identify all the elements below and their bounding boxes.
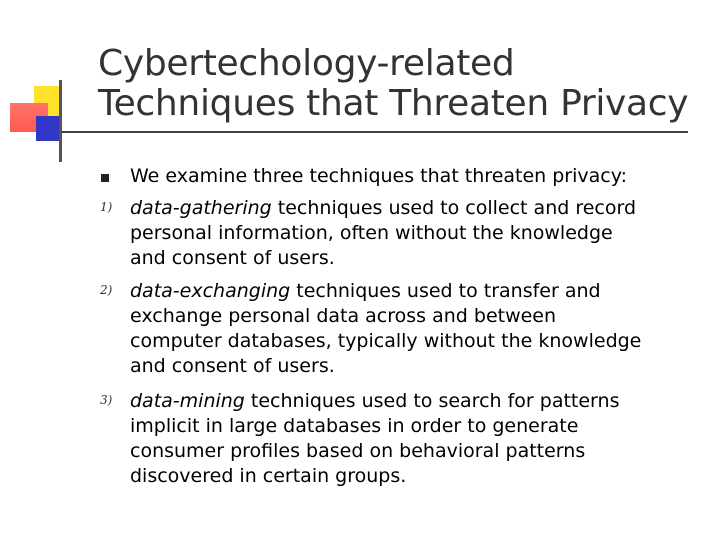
item-text [130,389,710,489]
bullet-square-icon [101,174,109,182]
item-line: consumer profiles based on behavioral patterns [130,440,586,462]
item-line: computer databases, typically without the knowledge [130,330,642,352]
item-line: and consent of users. [130,247,335,269]
title-line-1: Cybertechology-related [98,43,515,84]
item-lead: data-gathering [130,197,272,219]
title-divider [61,131,688,133]
slide-title [98,44,708,124]
title-line-2: Techniques that Threaten Privacy [98,83,689,124]
item-line: techniques used to transfer and [290,280,601,302]
item-text [130,196,710,271]
item-line: techniques used to collect and record [271,197,637,219]
item-line: and consent of users. [130,355,335,377]
item-number: 2) [100,283,113,297]
item-line: discovered in certain groups. [130,465,407,487]
item-line: implicit in large databases in order to generate [130,415,579,437]
item-number: 1) [100,200,113,214]
item-line: personal information, often without the knowledge [130,222,613,244]
item-line: exchange personal data across and between [130,305,557,327]
decorative-vertical-rule [59,80,62,162]
item-lead: data-exchanging [130,280,291,302]
item-line: techniques used to search for patterns [244,390,620,412]
intro-text: We examine three techniques that threaten privacy: [130,165,627,187]
item-number: 3) [100,393,113,407]
item-lead: data-mining [130,390,245,412]
item-text [130,279,710,379]
